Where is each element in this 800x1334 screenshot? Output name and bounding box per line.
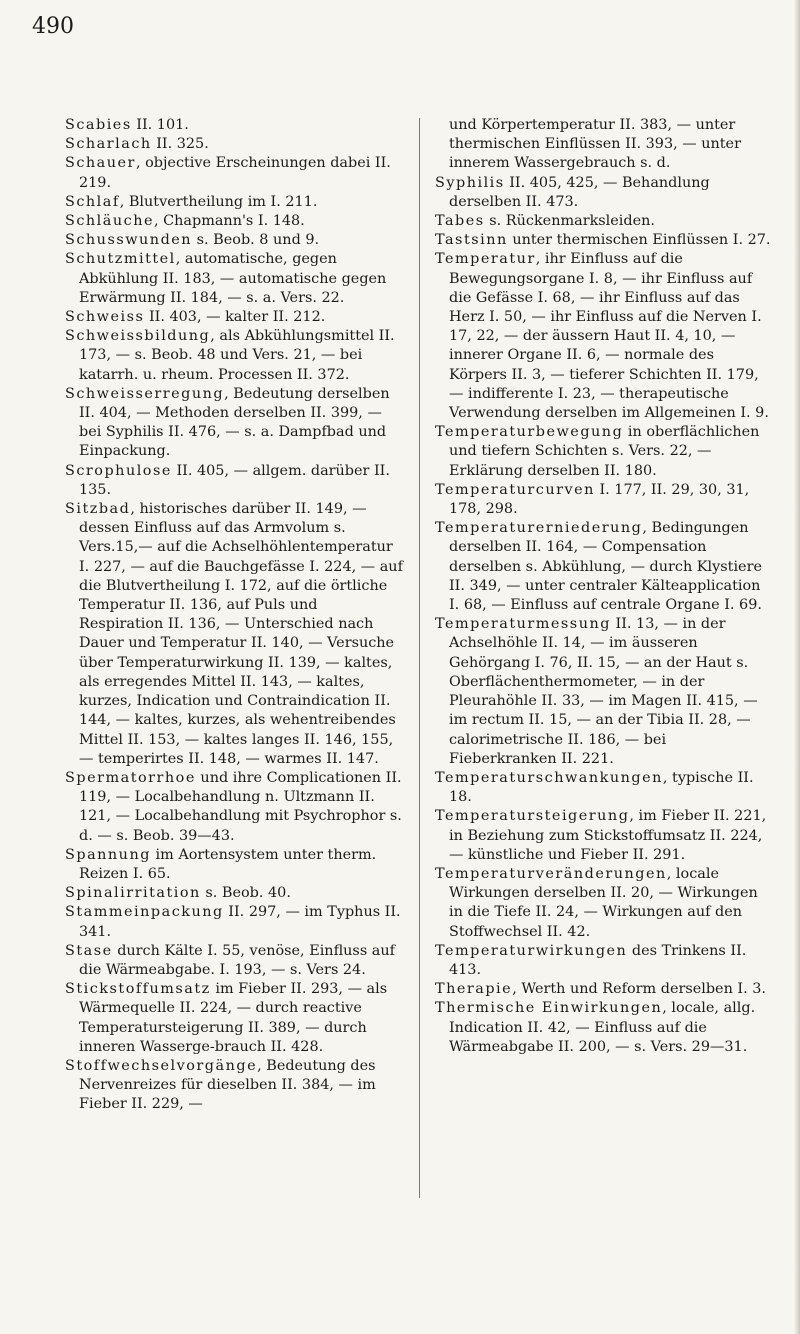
index-headword: Spermatorrhoe xyxy=(65,769,196,786)
index-references: II. 13, — in der Achselhöhle II. 14, — im äusseren Gehörgang I. 76, II. 15, — an der Haut s. Oberflächenthermometer, — in der Pleurahöhle II. 33, — im Magen II. 415, — im rectum II. 15, — an der Tibia II. 28, — calorimetrische II. 186, — bei Fieberkranken II. 221. xyxy=(449,616,758,767)
index-entry xyxy=(65,846,405,884)
index-references: II. 101. xyxy=(131,117,189,133)
index-headword: Sitzbad xyxy=(65,501,131,518)
index-references: II. 405, 425, — Behandlung derselben II. 473. xyxy=(449,174,710,210)
index-references: , objective Erscheinungen dabei II. 219. xyxy=(79,155,391,191)
index-references: s. Beob. 40. xyxy=(200,885,291,902)
index-references: , Bedeutung des Nervenreizes für dieselben II. 384, — im Fieber II. 229, — xyxy=(79,1057,376,1113)
index-entry xyxy=(435,250,771,423)
index-references: im Aortensystem unter therm. Reizen I. 65. xyxy=(79,846,377,882)
index-entry xyxy=(435,807,771,865)
index-references: s. Rückenmarksleiden. xyxy=(484,213,655,230)
index-entry xyxy=(65,231,405,250)
index-references: des Trinkens II. 413. xyxy=(449,942,747,978)
index-entry xyxy=(65,500,405,769)
index-entry xyxy=(65,884,405,903)
index-headword: Therapie xyxy=(435,981,513,998)
index-entry xyxy=(435,519,771,615)
index-entry xyxy=(435,174,771,212)
index-headword: Tastsinn xyxy=(435,232,508,249)
page-number: 490 xyxy=(32,14,74,39)
index-entry xyxy=(435,116,771,174)
index-references: unter thermischen Einflüssen I. 27. xyxy=(507,232,771,249)
index-headword: Temperaturmessung xyxy=(435,616,611,633)
index-entry xyxy=(65,250,405,308)
index-entry xyxy=(435,980,771,999)
index-references: , Chapmann's I. 148. xyxy=(153,213,305,230)
index-references: , typische II. 18. xyxy=(449,769,754,806)
index-headword: Stase xyxy=(65,942,113,959)
index-entry xyxy=(65,212,405,231)
index-headword: Schläuche xyxy=(65,213,154,230)
index-headword: Temperaturbewegung xyxy=(435,424,624,441)
index-headword: Schutzmittel xyxy=(65,251,176,268)
index-references: II. 405, — allgem. darüber II. 135. xyxy=(79,462,390,498)
index-headword: Spinalirritation xyxy=(65,885,201,902)
index-references: in oberflächlichen und tiefern Schichten s. Vers. 22, — Erklärung derselben II. 180. xyxy=(449,424,760,479)
index-entry xyxy=(65,135,405,154)
index-references: II. 325. xyxy=(151,136,209,153)
index-headword: Temperaturcurven xyxy=(435,481,595,498)
index-entry xyxy=(65,1057,405,1115)
index-headword: Temperaturveränderungen xyxy=(435,865,667,882)
index-references: und Körpertemperatur II. 383, — unter thermischen Einflüssen II. 393, — unter innerem Wassergebrauch s. d. xyxy=(449,117,741,172)
index-entry xyxy=(65,942,405,980)
index-headword: Thermische Einwirkungen xyxy=(435,1000,663,1017)
index-entry xyxy=(65,116,405,135)
right-index-column xyxy=(435,116,771,1057)
index-headword: Schweiss xyxy=(65,309,145,326)
index-references: , Bedeutung derselben II. 404, — Methoden derselben II. 399, — bei Syphilis II. 476, — s. a. Dampfbad und Einpackung. xyxy=(79,385,390,460)
index-headword: Temperatur xyxy=(435,251,536,268)
left-index-column xyxy=(65,116,405,1115)
index-entry xyxy=(65,154,405,192)
index-headword: Syphilis xyxy=(435,174,505,191)
index-headword: Schweissbildung xyxy=(65,328,211,345)
index-headword: Scharlach xyxy=(65,136,152,153)
index-references: , locale, allg. Indication II. 42, — Einfluss auf die Wärmeabgabe II. 200, — s. Vers. 29—31. xyxy=(449,1000,756,1055)
index-references: , Blutvertheilung im I. 211. xyxy=(119,193,318,210)
index-headword: Schauer xyxy=(65,155,136,172)
index-references: , Bedingungen derselben II. 164, — Compensation derselben s. Abkühlung, — durch Klystiere II. 349, — unter centraler Kälteapplication I. 68, — Einfluss auf centrale Organe I. 69. xyxy=(449,520,762,614)
index-headword: Scabies xyxy=(65,117,132,133)
index-references: , Werth und Reform derselben I. 3. xyxy=(512,981,766,998)
index-references: , ihr Einfluss auf die Bewegungsorgane I. 8, — ihr Einfluss auf die Gefässe I. 68, — ihr Einfluss auf das Herz I. 50, — ihr Einfluss auf die Nerven I. 17, 22, — der äussern Haut II. 4, 10, — innerer Organe II. 6, — normale des Körpers II. 3, — tieferer Schichten II. 179, — indifferente I. 23, — therapeutische Verwendung derselben im Allgemeinen I. 9. xyxy=(449,251,769,422)
index-entry xyxy=(435,212,771,231)
page-edge-shadow xyxy=(794,0,800,1334)
index-entry xyxy=(435,769,771,807)
index-references: II. 403, — kalter II. 212. xyxy=(144,309,326,326)
index-references: im Fieber II. 293, — als Wärmequelle II. 224, — durch reactive Temperatursteigerung II. 389, — durch inneren Wasserge-brauch II. 428. xyxy=(79,981,388,1055)
index-entry xyxy=(435,942,771,980)
index-headword: Schlaf xyxy=(65,193,120,210)
index-entry xyxy=(435,999,771,1057)
index-references: s. Beob. 8 und 9. xyxy=(192,232,320,249)
index-headword: Schweisserregung xyxy=(65,385,225,402)
index-entry xyxy=(65,980,405,1057)
index-entry xyxy=(435,865,771,942)
index-headword: Stammeinpackung xyxy=(65,904,224,921)
index-headword: Schusswunden xyxy=(65,232,193,249)
index-headword: Scrophulose xyxy=(65,462,172,479)
index-references: , locale Wirkungen derselben II. 20, — Wirkungen in die Tiefe II. 24, — Wirkungen auf den Stoffwechsel II. 42. xyxy=(449,865,758,940)
index-entry xyxy=(65,308,405,327)
index-headword: Stoffwechselvorgänge xyxy=(65,1057,258,1074)
index-headword: Spannung xyxy=(65,846,151,863)
index-headword: Temperaturschwankungen xyxy=(435,769,663,786)
index-entry xyxy=(65,193,405,212)
index-references: I. 177, II. 29, 30, 31, 178, 298. xyxy=(449,481,750,518)
index-entry xyxy=(435,231,771,250)
index-entry xyxy=(65,903,405,941)
index-entry xyxy=(65,769,405,846)
index-headword: Temperatursteigerung xyxy=(435,808,630,825)
index-references: , automatische, gegen Abkühlung II. 183, — automatische gegen Erwärmung II. 184, — s. a. Vers. 22. xyxy=(79,251,387,306)
index-references: und ihre Complicationen II. 119, — Localbehandlung n. Ultzmann II. 121, — Localbehandlung mit Psychrophor s. d. — s. Beob. 39—43. xyxy=(79,769,402,844)
index-headword: Temperaturerniederung xyxy=(435,520,643,537)
index-headword: Stickstoffumsatz xyxy=(65,981,211,998)
index-references: , im Fieber II. 221, in Beziehung zum Stickstoffumsatz II. 224, — künstliche und Fieber II. 291. xyxy=(449,808,767,863)
index-entry xyxy=(435,481,771,519)
column-divider xyxy=(419,118,420,1198)
index-references: II. 297, — im Typhus II. 341. xyxy=(79,904,401,940)
index-references: , als Abkühlungsmittel II. 173, — s. Beob. 48 und Vers. 21, — bei katarrh. u. rheum. Processen II. 372. xyxy=(79,328,395,383)
index-references: durch Kälte I. 55, venöse, Einfluss auf die Wärmeabgabe. I. 193, — s. Vers 24. xyxy=(79,942,395,978)
index-entry xyxy=(435,423,771,481)
index-entry xyxy=(65,462,405,500)
index-entry xyxy=(435,615,771,769)
index-headword: Temperaturwirkungen xyxy=(435,942,628,959)
index-references: , historisches darüber II. 149, —dessen Einfluss auf das Armvolum s. Vers.15,— auf die Achselhöhlentemperatur I. 227, — auf die Bauchgefässe I. 224, — auf die Blutvertheilung I. 172, auf die örtliche Temperatur II. 136, auf Puls und Respiration II. 136, — Unterschied nach Dauer und Temperatur II. 140, — Versuche über Temperaturwirkung II. 139, — kaltes, als erregendes Mittel II. 143, — kaltes, kurzes, Indication und Contraindication II. 144, — kaltes, kurzes, als wehentreibendes Mittel II. 153, — kaltes langes II. 146, 155, — temperirtes II. 148, — warmes II. 147. xyxy=(79,501,403,767)
index-entry xyxy=(65,385,405,462)
index-entry xyxy=(65,327,405,385)
index-headword: Tabes xyxy=(435,213,485,230)
